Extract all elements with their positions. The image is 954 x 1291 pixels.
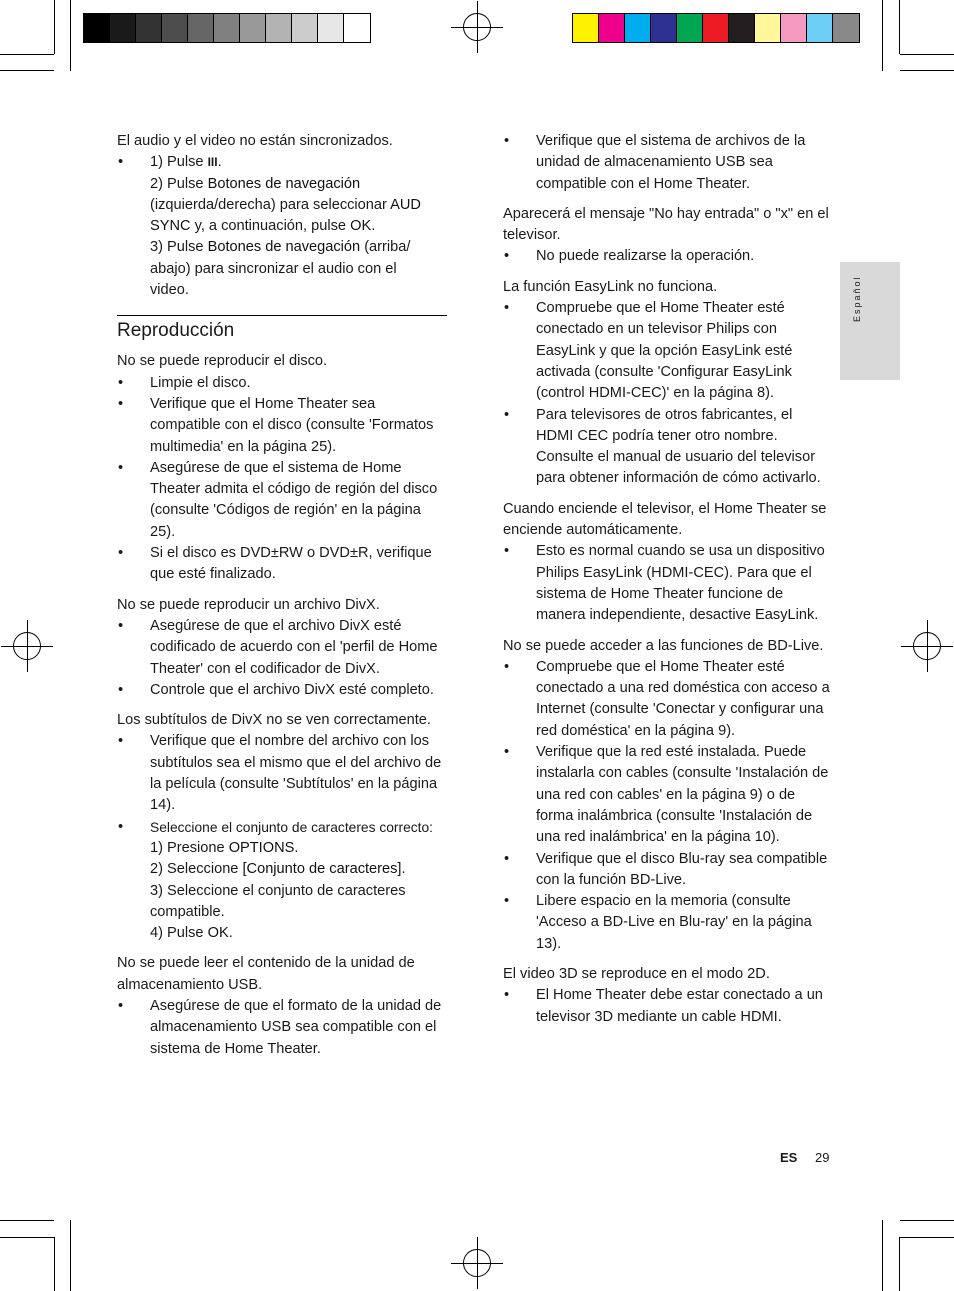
- gray-swatch: [240, 14, 266, 42]
- section-heading: El video 3D se reproduce en el modo 2D.: [503, 965, 770, 982]
- color-swatch: [651, 14, 677, 42]
- gray-swatch: [110, 14, 136, 42]
- folio-language: ES: [780, 1150, 798, 1165]
- section-heading: Aparecerá el mensaje "No hay entrada" o "x" en el televisor.: [503, 205, 829, 244]
- gray-swatch: [214, 14, 240, 42]
- troubleshoot-divx: [117, 595, 447, 701]
- list-item: • Asegúrese de que el formato de la unidad de almacenamiento USB sea compatible con el sistema de Home Theater.: [117, 996, 447, 1060]
- section-heading: Cuando enciende el televisor, el Home Theater se enciende automáticamente.: [503, 500, 827, 539]
- language-side-tab-label: Español: [852, 275, 862, 322]
- list-item: • Verifique que el nombre del archivo con los subtítulos sea el mismo que el del archivo de la película (consulte 'Subtítulos' en la página 14).: [117, 731, 447, 816]
- color-swatch: [599, 14, 625, 42]
- grayscale-color-bar: [83, 13, 371, 43]
- gray-swatch: [344, 14, 370, 42]
- troubleshoot-no-entry: [503, 204, 833, 268]
- list-item: • Asegúrese de que el archivo DivX esté codificado de acuerdo con el 'perfil de Home Theater' con el codificador de DivX.: [117, 616, 447, 680]
- color-swatch: [807, 14, 833, 42]
- troubleshoot-bd-live: [503, 636, 833, 955]
- troubleshoot-easylink: [503, 277, 833, 490]
- section-heading: No se puede reproducir un archivo DivX.: [117, 596, 380, 613]
- list-item: • 1) Pulse III. 2) Pulse Botones de navegación (izquierda/derecha) para seleccionar AUD SYNC y, a continuación, pulse OK. 3) Pulse Botones de navegación (arriba/ abajo) para sincronizar el audio con el video.: [117, 152, 447, 301]
- list-item: • Compruebe que el Home Theater esté conectado en un televisor Philips con EasyLink y que la opción EasyLink esté activada (consulte 'Configurar EasyLink (control HDMI-CEC)' en la página 8).: [503, 298, 833, 404]
- gray-swatch: [266, 14, 292, 42]
- gray-swatch: [292, 14, 318, 42]
- color-swatch: [573, 14, 599, 42]
- list-item: • Esto es normal cuando se usa un dispositivo Philips EasyLink (HDMI-CEC). Para que el sistema de Home Theater funcione de manera independiente, desactive EasyLink.: [503, 541, 833, 626]
- list-item: • Limpie el disco.: [117, 373, 447, 394]
- registration-mark-bottom: [451, 1237, 503, 1289]
- list-item: • Seleccione el conjunto de caracteres correcto: 1) Presione OPTIONS. 2) Seleccione [Conjunto de caracteres]. 3) Seleccione el conjunto de caracteres compatible. 4) Pulse OK.: [117, 817, 447, 945]
- troubleshoot-auto-power: [503, 499, 833, 627]
- section-heading: No se puede leer el contenido de la unidad de almacenamiento USB.: [117, 955, 415, 993]
- gray-swatch: [318, 14, 344, 42]
- color-swatch: [625, 14, 651, 42]
- registration-mark-right: [901, 620, 953, 672]
- list-item: • Compruebe que el Home Theater esté conectado a una red doméstica con acceso a Internet (consulte 'Conectar y configurar una red doméstica' en la página 9).: [503, 657, 833, 742]
- color-swatch: [677, 14, 703, 42]
- list-item: • Si el disco es DVD±RW o DVD±R, verifique que esté finalizado.: [117, 543, 447, 586]
- color-swatch: [833, 14, 859, 42]
- troubleshoot-usb-continued: [503, 131, 833, 195]
- list-item: • Controle que el archivo DivX esté completo.: [117, 680, 447, 701]
- color-swatch: [755, 14, 781, 42]
- gray-swatch: [84, 14, 110, 42]
- list-item: • El Home Theater debe estar conectado a un televisor 3D mediante un cable HDMI.: [503, 985, 833, 1028]
- color-swatch: [781, 14, 807, 42]
- list-item: • Libere espacio en la memoria (consulte 'Acceso a BD-Live en Blu-ray' en la página 13).: [503, 891, 833, 955]
- section-heading: No se puede acceder a las funciones de BD-Live.: [503, 637, 824, 654]
- section-title-playback: Reproducción: [117, 315, 447, 344]
- section-heading: El audio y el video no están sincronizados.: [117, 133, 393, 149]
- list-item: • Verifique que el disco Blu-ray sea compatible con la función BD-Live.: [503, 849, 833, 892]
- color-swatch: [703, 14, 729, 42]
- list-item: • Asegúrese de que el sistema de Home Theater admita el código de región del disco (consulte 'Códigos de región' en la página 25).: [117, 458, 447, 543]
- list-item: • Verifique que el sistema de archivos de la unidad de almacenamiento USB sea compatible con el Home Theater.: [503, 131, 833, 195]
- troubleshoot-usb: [117, 953, 447, 1059]
- gray-swatch: [188, 14, 214, 42]
- section-heading: La función EasyLink no funciona.: [503, 278, 718, 295]
- troubleshoot-3d: [503, 964, 833, 1028]
- list-item: • Verifique que la red esté instalada. Puede instalarla con cables (consulte 'Instalación de una red con cables' en la página 9) o de forma inalámbrica (consulte 'Instalación de una red inalámbrica' en la página 10).: [503, 742, 833, 848]
- troubleshoot-subtitles: [117, 710, 447, 944]
- list-item: • Para televisores de otros fabricantes, el HDMI CEC podría tener otro nombre. Consulte el manual de usuario del televisor para obtener información de cómo activarlo.: [503, 405, 833, 490]
- registration-mark-top: [451, 1, 503, 53]
- gray-swatch: [136, 14, 162, 42]
- registration-mark-left: [1, 620, 53, 672]
- color-swatch: [729, 14, 755, 42]
- gray-swatch: [162, 14, 188, 42]
- process-color-bar: [572, 13, 860, 43]
- section-heading: Los subtítulos de DivX no se ven correctamente.: [117, 712, 431, 729]
- list-item: • Verifique que el Home Theater sea compatible con el disco (consulte 'Formatos multimedia' en la página 25).: [117, 394, 447, 458]
- page-number: 29: [815, 1150, 830, 1165]
- section-heading: No se puede reproducir el disco.: [117, 353, 328, 370]
- right-column: [503, 131, 833, 1037]
- troubleshoot-audio-sync: [117, 131, 447, 301]
- left-column: [117, 131, 447, 1069]
- troubleshoot-disc: [117, 351, 447, 585]
- audio-sync-icon: III: [207, 155, 218, 170]
- list-item: • No puede realizarse la operación.: [503, 246, 833, 267]
- language-side-tab: [840, 262, 900, 380]
